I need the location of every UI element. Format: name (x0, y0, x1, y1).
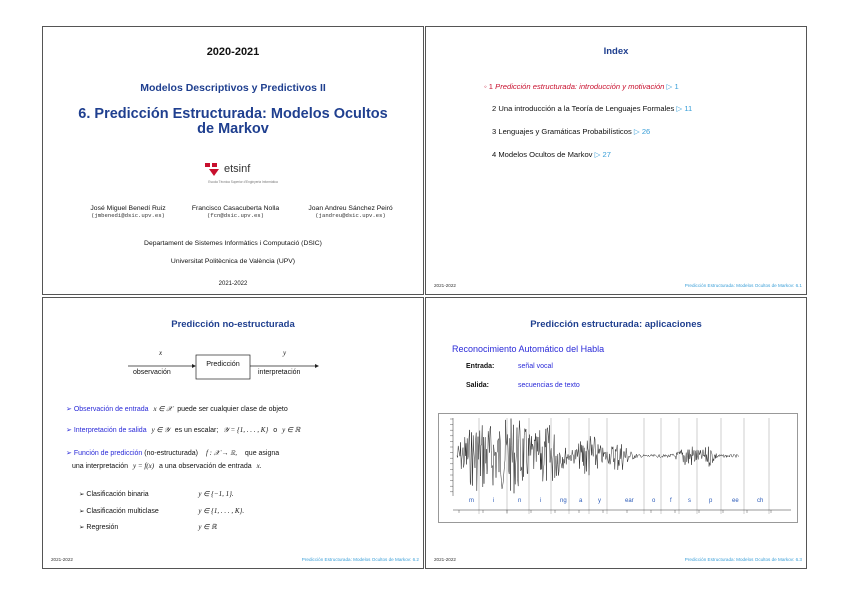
waveform-graphic (439, 414, 797, 522)
waveform-signal (457, 419, 739, 494)
slide-title: Predicción no-estructurada (171, 319, 295, 330)
date: 2021-2022 (218, 281, 248, 287)
phoneme-label: s (688, 498, 691, 504)
index-item-label: Predicción estructurada: introducción y motivación (495, 82, 665, 91)
bullet-math: f : 𝒳 → ℝ, (205, 449, 237, 457)
index-item-label: Modelos Ocultos de Markov (498, 150, 593, 159)
diagram-x: x (159, 349, 163, 357)
section-subtitle: Reconocimiento Automático del Habla (452, 344, 605, 354)
footer-left: 2021-2022 (434, 283, 456, 288)
index-item-2[interactable] (492, 104, 692, 113)
bullet-math: y ∈ 𝒴 (151, 426, 170, 434)
phoneme-label: p (709, 498, 713, 504)
input-label: Entrada: (466, 363, 495, 370)
index-item-4[interactable] (492, 150, 611, 159)
bullet-term: Función de predicción (73, 450, 143, 457)
slide-title (42, 26, 424, 295)
author-email: (jmbenedi@dsic.upv.es) (91, 212, 165, 219)
sub-bullet-regression (79, 523, 217, 531)
sub-bullet-binary (79, 490, 234, 498)
input-row (466, 363, 553, 370)
index-item-label: Una introducción a la Teoría de Lenguajes Formales (498, 104, 675, 113)
etsinf-logo (203, 161, 283, 191)
diagram-output-label: interpretación (258, 369, 301, 376)
bullet-arrow-icon: ➢ (66, 406, 72, 413)
diagram-box-label: Predicción (206, 359, 240, 368)
bullet-math: y = f(x) (133, 462, 155, 470)
logo-text: etsinf (224, 163, 251, 175)
sub-bullet-arrow-icon: ➢ (79, 491, 85, 498)
bullet-text: es un escalar; (174, 427, 219, 434)
department: Departament de Sistemes Informàtics i Computació (DSIC) (144, 240, 322, 247)
etsinf-logo-icon (203, 161, 225, 177)
sub-bullet-math: y ∈ {−1, 1}. (198, 490, 234, 498)
index-item-number: 4 (492, 150, 497, 159)
author-email: (jandreu@dsic.upv.es) (315, 212, 386, 219)
phoneme-label: ee (732, 498, 739, 504)
university: Universitat Politècnica de València (UPV) (170, 258, 296, 265)
bullet-math: 𝒴 = {1, . . . , K} (223, 426, 269, 434)
speech-waveform-image (438, 413, 798, 523)
phoneme-label: f (670, 498, 672, 504)
input-value: señal vocal (517, 363, 553, 370)
author-2 (178, 205, 293, 219)
index-item-number: ◦ 1 (484, 82, 494, 91)
phoneme-label: m (469, 498, 474, 504)
sub-bullet-arrow-icon: ➢ (79, 508, 85, 515)
logo-subtitle: Escola Tècnica Superior d'Enginyeria Informàtica (208, 180, 278, 184)
sub-bullet-label: Clasificación binaria (86, 491, 149, 498)
bullet-text: que asigna (244, 450, 280, 457)
author-name: Joan Andreu Sánchez Peiró (308, 205, 393, 212)
bullet-term: Interpretación de salida (73, 427, 147, 434)
phoneme-label: n (518, 498, 522, 504)
year-heading: 2020-2021 (206, 46, 260, 58)
phoneme-label: a (579, 498, 583, 504)
output-value: secuencias de texto (517, 382, 580, 389)
bullet-text: una interpretación (72, 463, 129, 470)
lecture-title-line2: de Markov (197, 121, 269, 137)
bullet-arrow-icon: ➢ (66, 450, 72, 457)
slide-unstructured-prediction (42, 297, 424, 569)
author-3 (293, 205, 408, 219)
sub-bullet-label: Clasificación multiclase (86, 508, 159, 515)
phoneme-label: ch (757, 498, 764, 504)
slide-title: Index (603, 46, 629, 57)
output-label: Salida: (466, 382, 489, 389)
footer-right: Predicción Estructurada: Modelos Ocultos de Markov: 6.2 (301, 557, 419, 562)
bullet-term: Observación de entrada (73, 406, 149, 413)
index-item-page: ▷ 27 (594, 150, 612, 159)
lecture-title (43, 107, 423, 137)
author-name: Francisco Casacuberta Nolla (191, 205, 280, 212)
phoneme-label: i (540, 498, 542, 504)
phoneme-label: i (493, 498, 495, 504)
footer-left: 2021-2022 (434, 557, 456, 562)
diagram-y: y (283, 349, 287, 357)
author-name: José Miguel Benedí Ruiz (90, 205, 166, 212)
sub-bullet-math: y ∈ ℝ (198, 523, 217, 531)
footer-right: Predicción Estructurada: Modelos Ocultos de Markov: 6.1 (684, 283, 802, 288)
bullet-math: x ∈ 𝒳 (153, 405, 173, 413)
output-row (466, 382, 580, 389)
bullet-input (66, 405, 288, 414)
footer-right: Predicción Estructurada: Modelos Ocultos de Markov: 6.3 (684, 557, 802, 562)
slide-title: Predicción estructurada: aplicaciones (530, 319, 702, 330)
sub-bullet-math: y ∈ {1, . . . , K}. (198, 507, 245, 515)
diagram-input-label: observación (133, 369, 171, 376)
index-item-number: 3 (492, 127, 497, 136)
bullet-text: o (273, 427, 278, 434)
footer-left: 2021-2022 (51, 557, 73, 562)
bullet-output (66, 426, 300, 435)
phoneme-label: o (652, 498, 656, 504)
bullet-text: (no-estructurada) (144, 450, 198, 457)
phoneme-label: ng (560, 498, 567, 504)
sub-bullet-label: Regresión (86, 524, 119, 531)
slide-structured-prediction-applications (425, 297, 807, 569)
prediction-diagram (123, 346, 343, 386)
lecture-title-line1: 6. Predicción Estructurada: Modelos Ocultos (78, 106, 388, 122)
bullet-arrow-icon: ➢ (66, 427, 72, 434)
bullet-function (66, 447, 279, 473)
bullet-math: x. (256, 462, 262, 470)
phoneme-label: y (598, 498, 601, 504)
author-1 (73, 205, 183, 219)
phoneme-label: ear (625, 498, 634, 504)
index-item-label: Lenguajes y Gramáticas Probabilísticos (498, 127, 632, 136)
index-item-page: ▷ 26 (633, 127, 651, 136)
sub-bullet-arrow-icon: ➢ (79, 524, 85, 531)
bullet-math: y ∈ ℝ (282, 426, 301, 434)
sub-bullet-multiclass (79, 507, 244, 515)
bullet-text: a una observación de entrada (159, 463, 252, 470)
index-item-1[interactable] (484, 82, 679, 91)
author-email: (fcn@dsic.upv.es) (206, 212, 265, 219)
bullet-text: puede ser cualquier clase de objeto (177, 406, 288, 413)
slide-index (425, 26, 807, 295)
course-title: Modelos Descriptivos y Predictivos II (140, 82, 326, 94)
index-item-number: 2 (492, 104, 497, 113)
index-item-page: ▷ 11 (676, 104, 693, 113)
index-item-page: ▷ 1 (666, 82, 679, 91)
index-item-3[interactable] (492, 127, 650, 136)
